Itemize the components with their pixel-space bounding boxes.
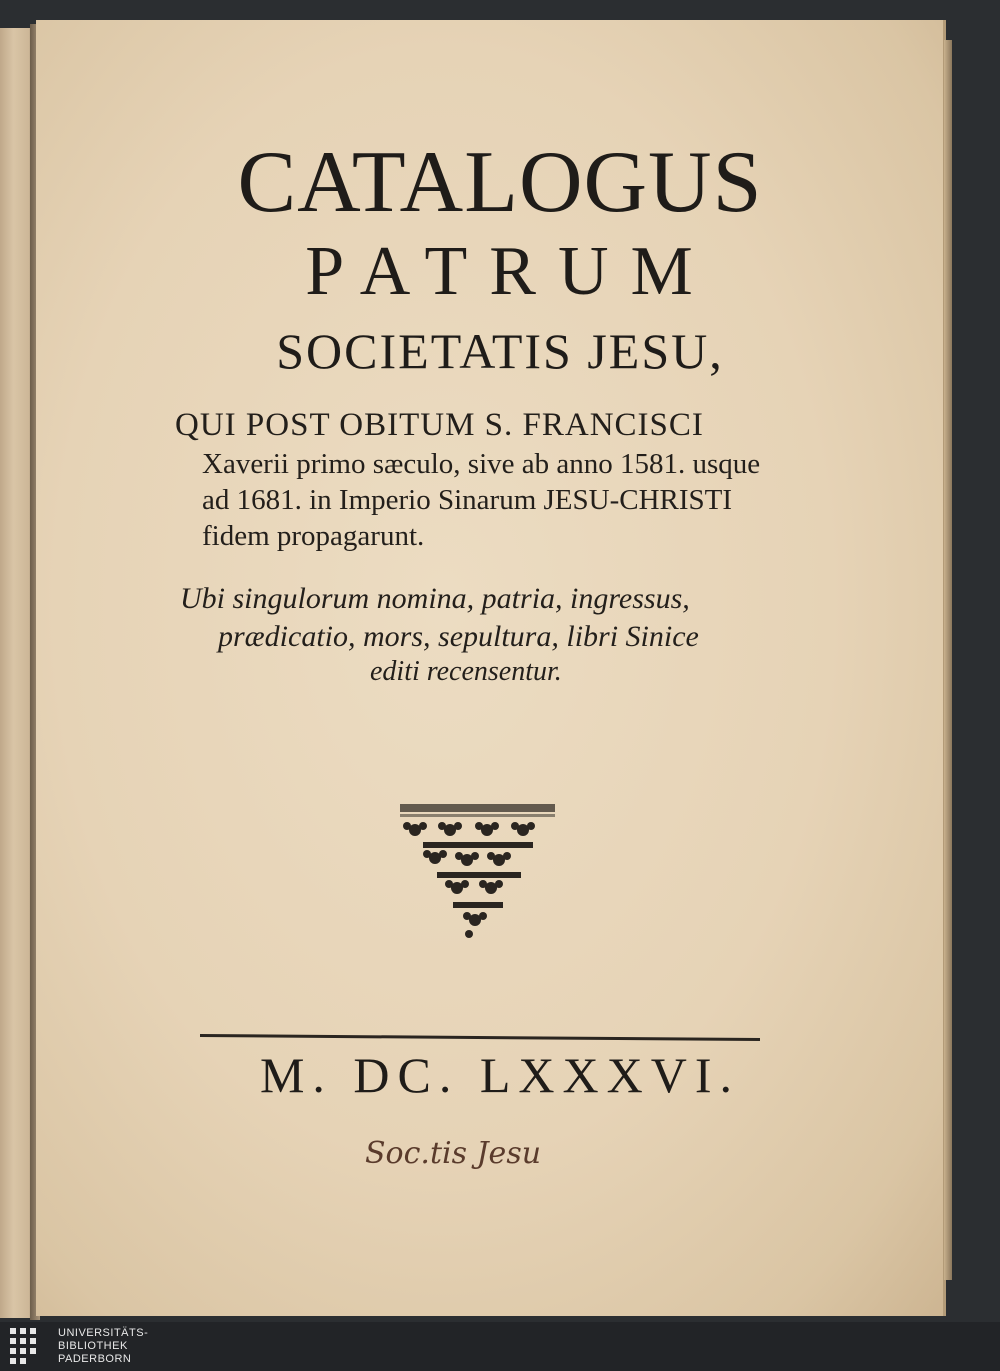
subtitle-line-2: Xaverii primo sæculo, sive ab anno 1581. usque — [202, 448, 761, 480]
description-line-3: editi recensentur. — [370, 656, 562, 687]
subtitle-line-1: QUI POST OBITUM S. FRANCISCI — [175, 407, 704, 443]
library-name-line-2: BIBLIOTHEK — [58, 1340, 128, 1352]
library-logo-icon — [8, 1326, 48, 1368]
description-line-2: prædicatio, mors, sepultura, libri Sinice — [218, 620, 699, 653]
library-name-line-1: UNIVERSITÄTS- — [58, 1327, 149, 1339]
printers-ornament-icon — [395, 802, 565, 942]
footer-bar — [0, 1322, 1000, 1371]
title-line-2: PATRUM — [305, 233, 715, 310]
title-line-1: CATALOGUS — [237, 134, 763, 231]
description-line-1: Ubi singulorum nomina, patria, ingressus, — [180, 582, 690, 615]
imprint-date: M. DC. LXXXVI. — [259, 1047, 741, 1103]
subtitle-line-3: ad 1681. in Imperio Sinarum JESU-CHRISTI — [202, 484, 733, 516]
library-name-line-3: PADERBORN — [58, 1353, 132, 1365]
handwritten-annotation: Soc.tis Jesu — [365, 1136, 542, 1171]
title-line-3: SOCIETATIS JESU, — [276, 323, 724, 379]
subtitle-line-4: fidem propagarunt. — [202, 520, 425, 552]
